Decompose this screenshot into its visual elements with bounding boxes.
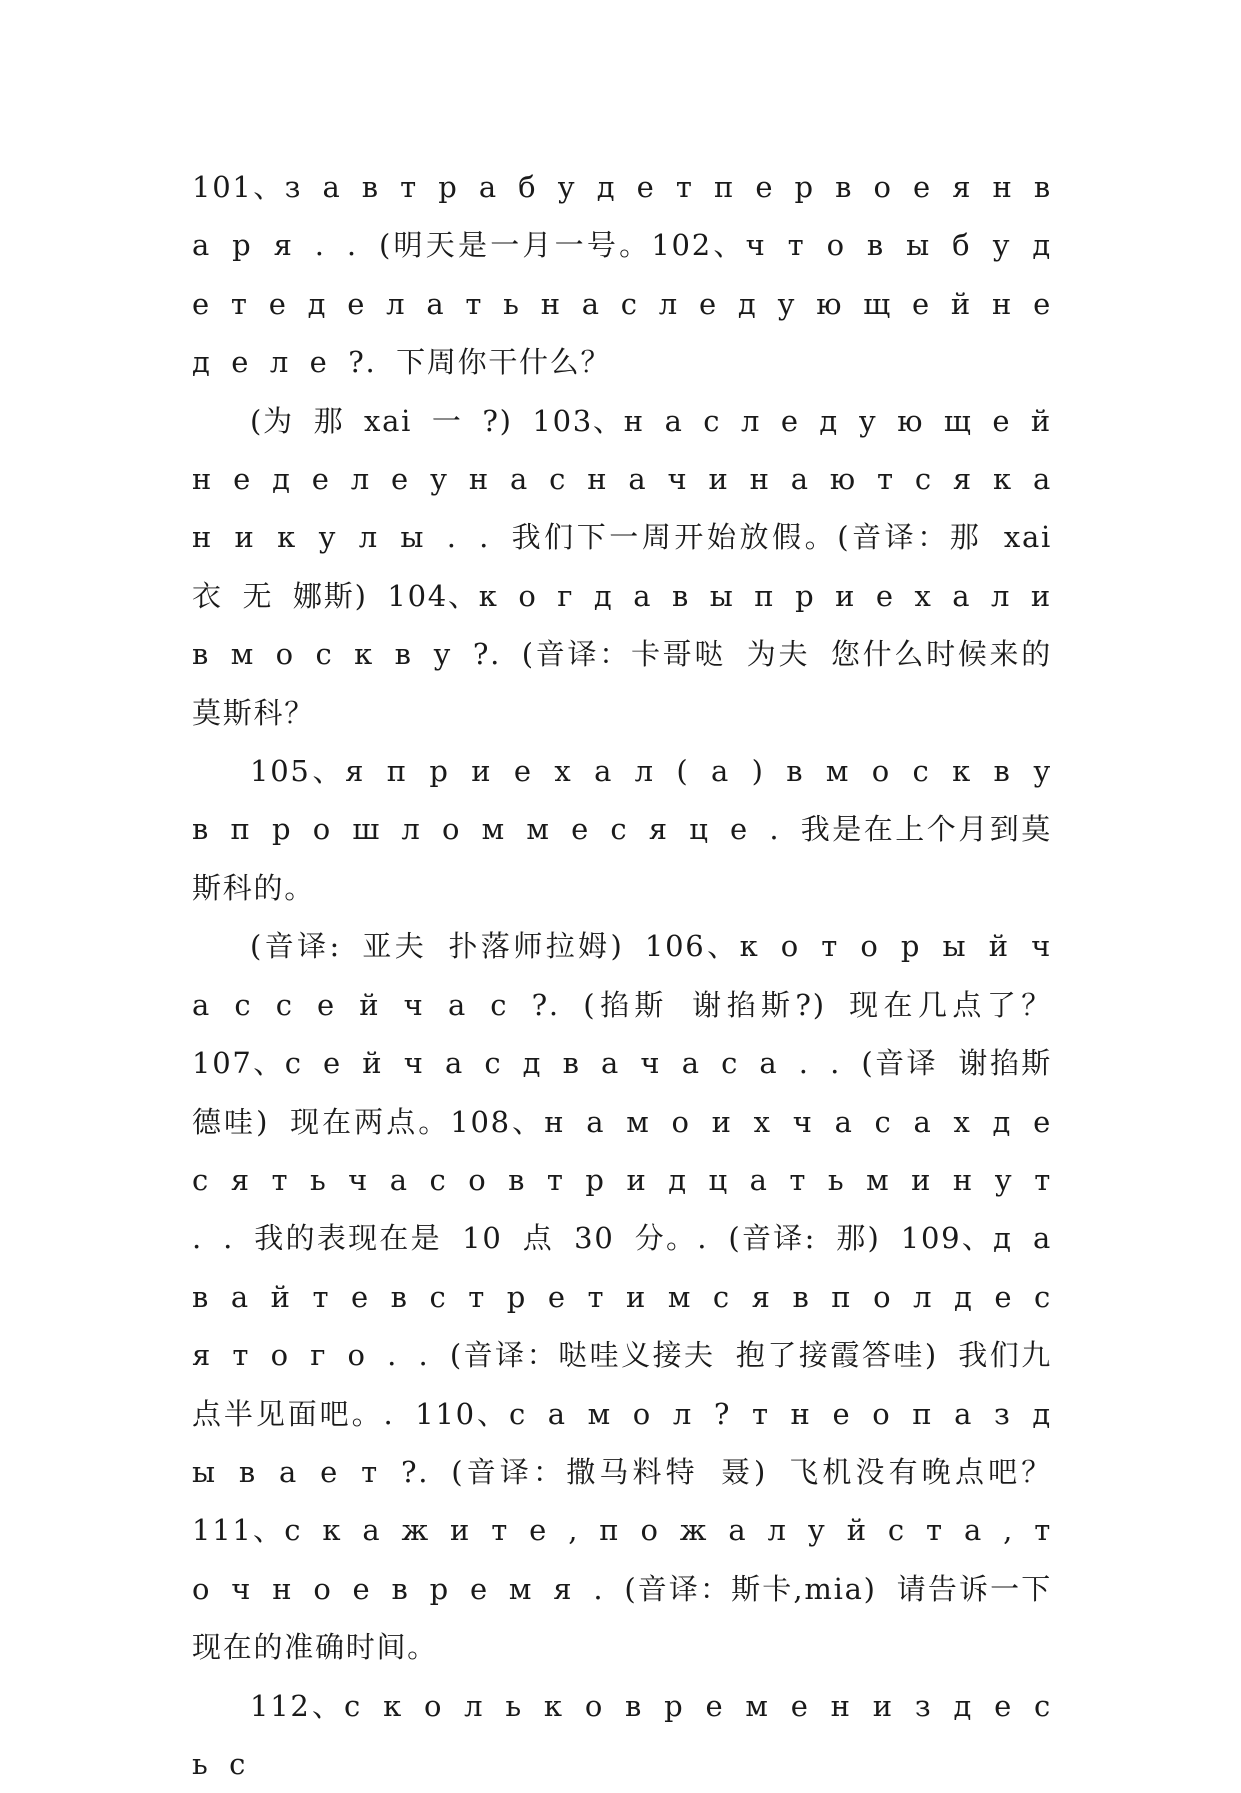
document-body — [192, 158, 1052, 1793]
paragraph-3: 105、я п р и е х а л ( а ) в м о с к в у в п р о ш л о м м е с я ц е . 我是在上个月到莫斯科的。 — [192, 754, 1052, 905]
paragraph-4: (音译: 亚夫 扑落师拉姆) 106、к о т о р ы й ч а с с е й ч а с ?. (掐斯 谢掐斯?) 现在几点了？ 107、с е й ч а с д в а ч а с а . . (音译 谢掐斯 德哇) 现在两点。108、н а м о и х ч а с а х д е с я т ь ч а с о в т р и д ц а т ь м и н у т . . 我的表现在是 10 点 30 分。. (音译: 那) 109、д а в а й т е в с т р е т и м с я в п о л д е с я т о г о . . (音译：哒哇义接夫 抱了接霞答哇) 我们九点半见面吧。. 110、с а м о л ? т н е о п а з д ы в а е т ?. (音译：撒马料特 聂) 飞机没有晚点吧？ 111、с к а ж и т е , п о ж а л у й с т а , т о ч н о е в р е м я . (音译：斯卡,mia) 请告诉一下现在的准确时间。 — [192, 929, 1052, 1665]
paragraph-2: (为 那 xai 一 ?) 103、н а с л е д у ю щ е й н е д е л е у н а с н а ч и н а ю т с я к а н и к у л ы . . 我们下一周开始放假。(音译：那 xai 衣 无 娜斯) 104、к о г д а в ы п р и е х а л и в м о с к в у ?. (音译：卡哥哒 为夫 您什么时候来的莫斯科？ — [192, 403, 1052, 730]
paragraph-5: 112、с к о л ь к о в р е м е н и з д е с ь с — [192, 1688, 1052, 1781]
paragraph-1: 101、з а в т р а б у д е т п е р в о е я н в а р я . . (明天是一月一号。102、ч т о в ы б у д е т е д е л а т ь н а с л е д у ю щ е й н е д е л е ?. 下周你干什么？ — [192, 170, 1052, 380]
